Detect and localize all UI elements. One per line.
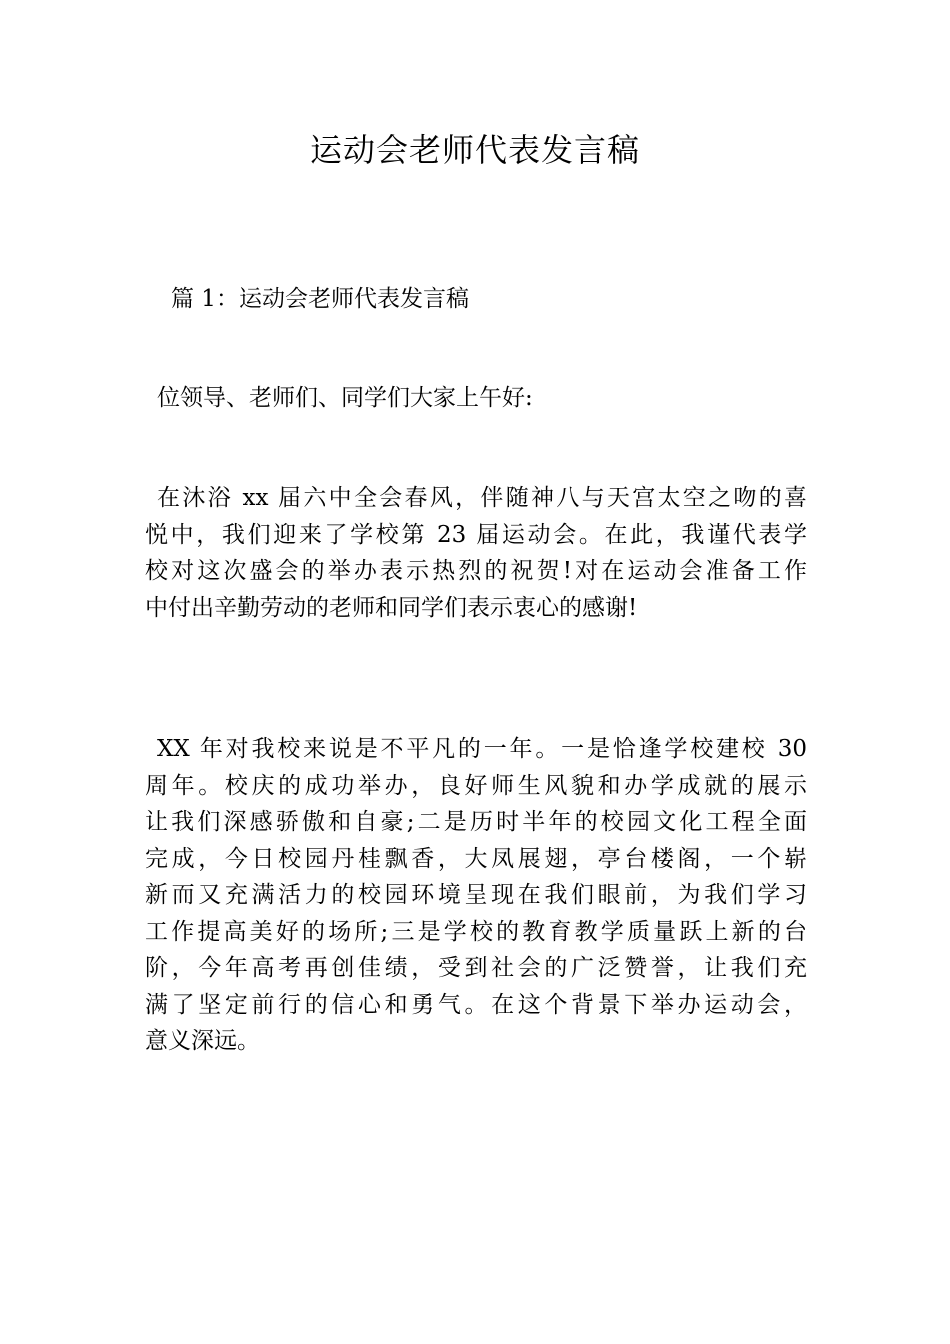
paragraph-line: 在沐浴 xx 届六中全会春风，伴随神八与天宫太空之吻的喜 xyxy=(157,485,807,511)
paragraph-line: 完成，今日校园丹桂飘香，大凤展翅，亭台楼阁，一个崭 xyxy=(145,845,807,872)
paragraph-line: 周年。校庆的成功举办，良好师生风貌和办学成就的展示 xyxy=(145,772,807,799)
paragraph-1 xyxy=(145,480,807,626)
paragraph-2 xyxy=(145,731,807,1060)
paragraph-line: 让我们深感骄傲和自豪;二是历时半年的校园文化工程全面 xyxy=(145,809,807,835)
paragraph-line: 阶，今年高考再创佳绩，受到社会的广泛赞誉，让我们充 xyxy=(145,955,807,981)
document-subtitle: 篇 1：运动会老师代表发言稿 xyxy=(171,286,469,312)
paragraph-line: 意义深远。 xyxy=(145,1028,260,1054)
paragraph-line: XX 年对我校来说是不平凡的一年。一是恰逢学校建校 30 xyxy=(157,736,807,762)
paragraph-line: 新而又充满活力的校园环境呈现在我们眼前，为我们学习 xyxy=(145,882,807,908)
paragraph-line: 悦中，我们迎来了学校第 23 届运动会。在此，我谨代表学 xyxy=(145,521,807,548)
greeting-line: 位领导、老师们、同学们大家上午好: xyxy=(157,385,533,411)
paragraph-line: 工作提高美好的场所;三是学校的教育教学质量跃上新的台 xyxy=(145,918,807,945)
document-title: 运动会老师代表发言稿 xyxy=(309,131,640,169)
paragraph-line: 满了坚定前行的信心和勇气。在这个背景下举办运动会， xyxy=(145,991,807,1018)
paragraph-line: 校对这次盛会的举办表示热烈的祝贺!对在运动会准备工作 xyxy=(145,558,807,584)
paragraph-line: 中付出辛勤劳动的老师和同学们表示衷心的感谢! xyxy=(145,594,638,621)
